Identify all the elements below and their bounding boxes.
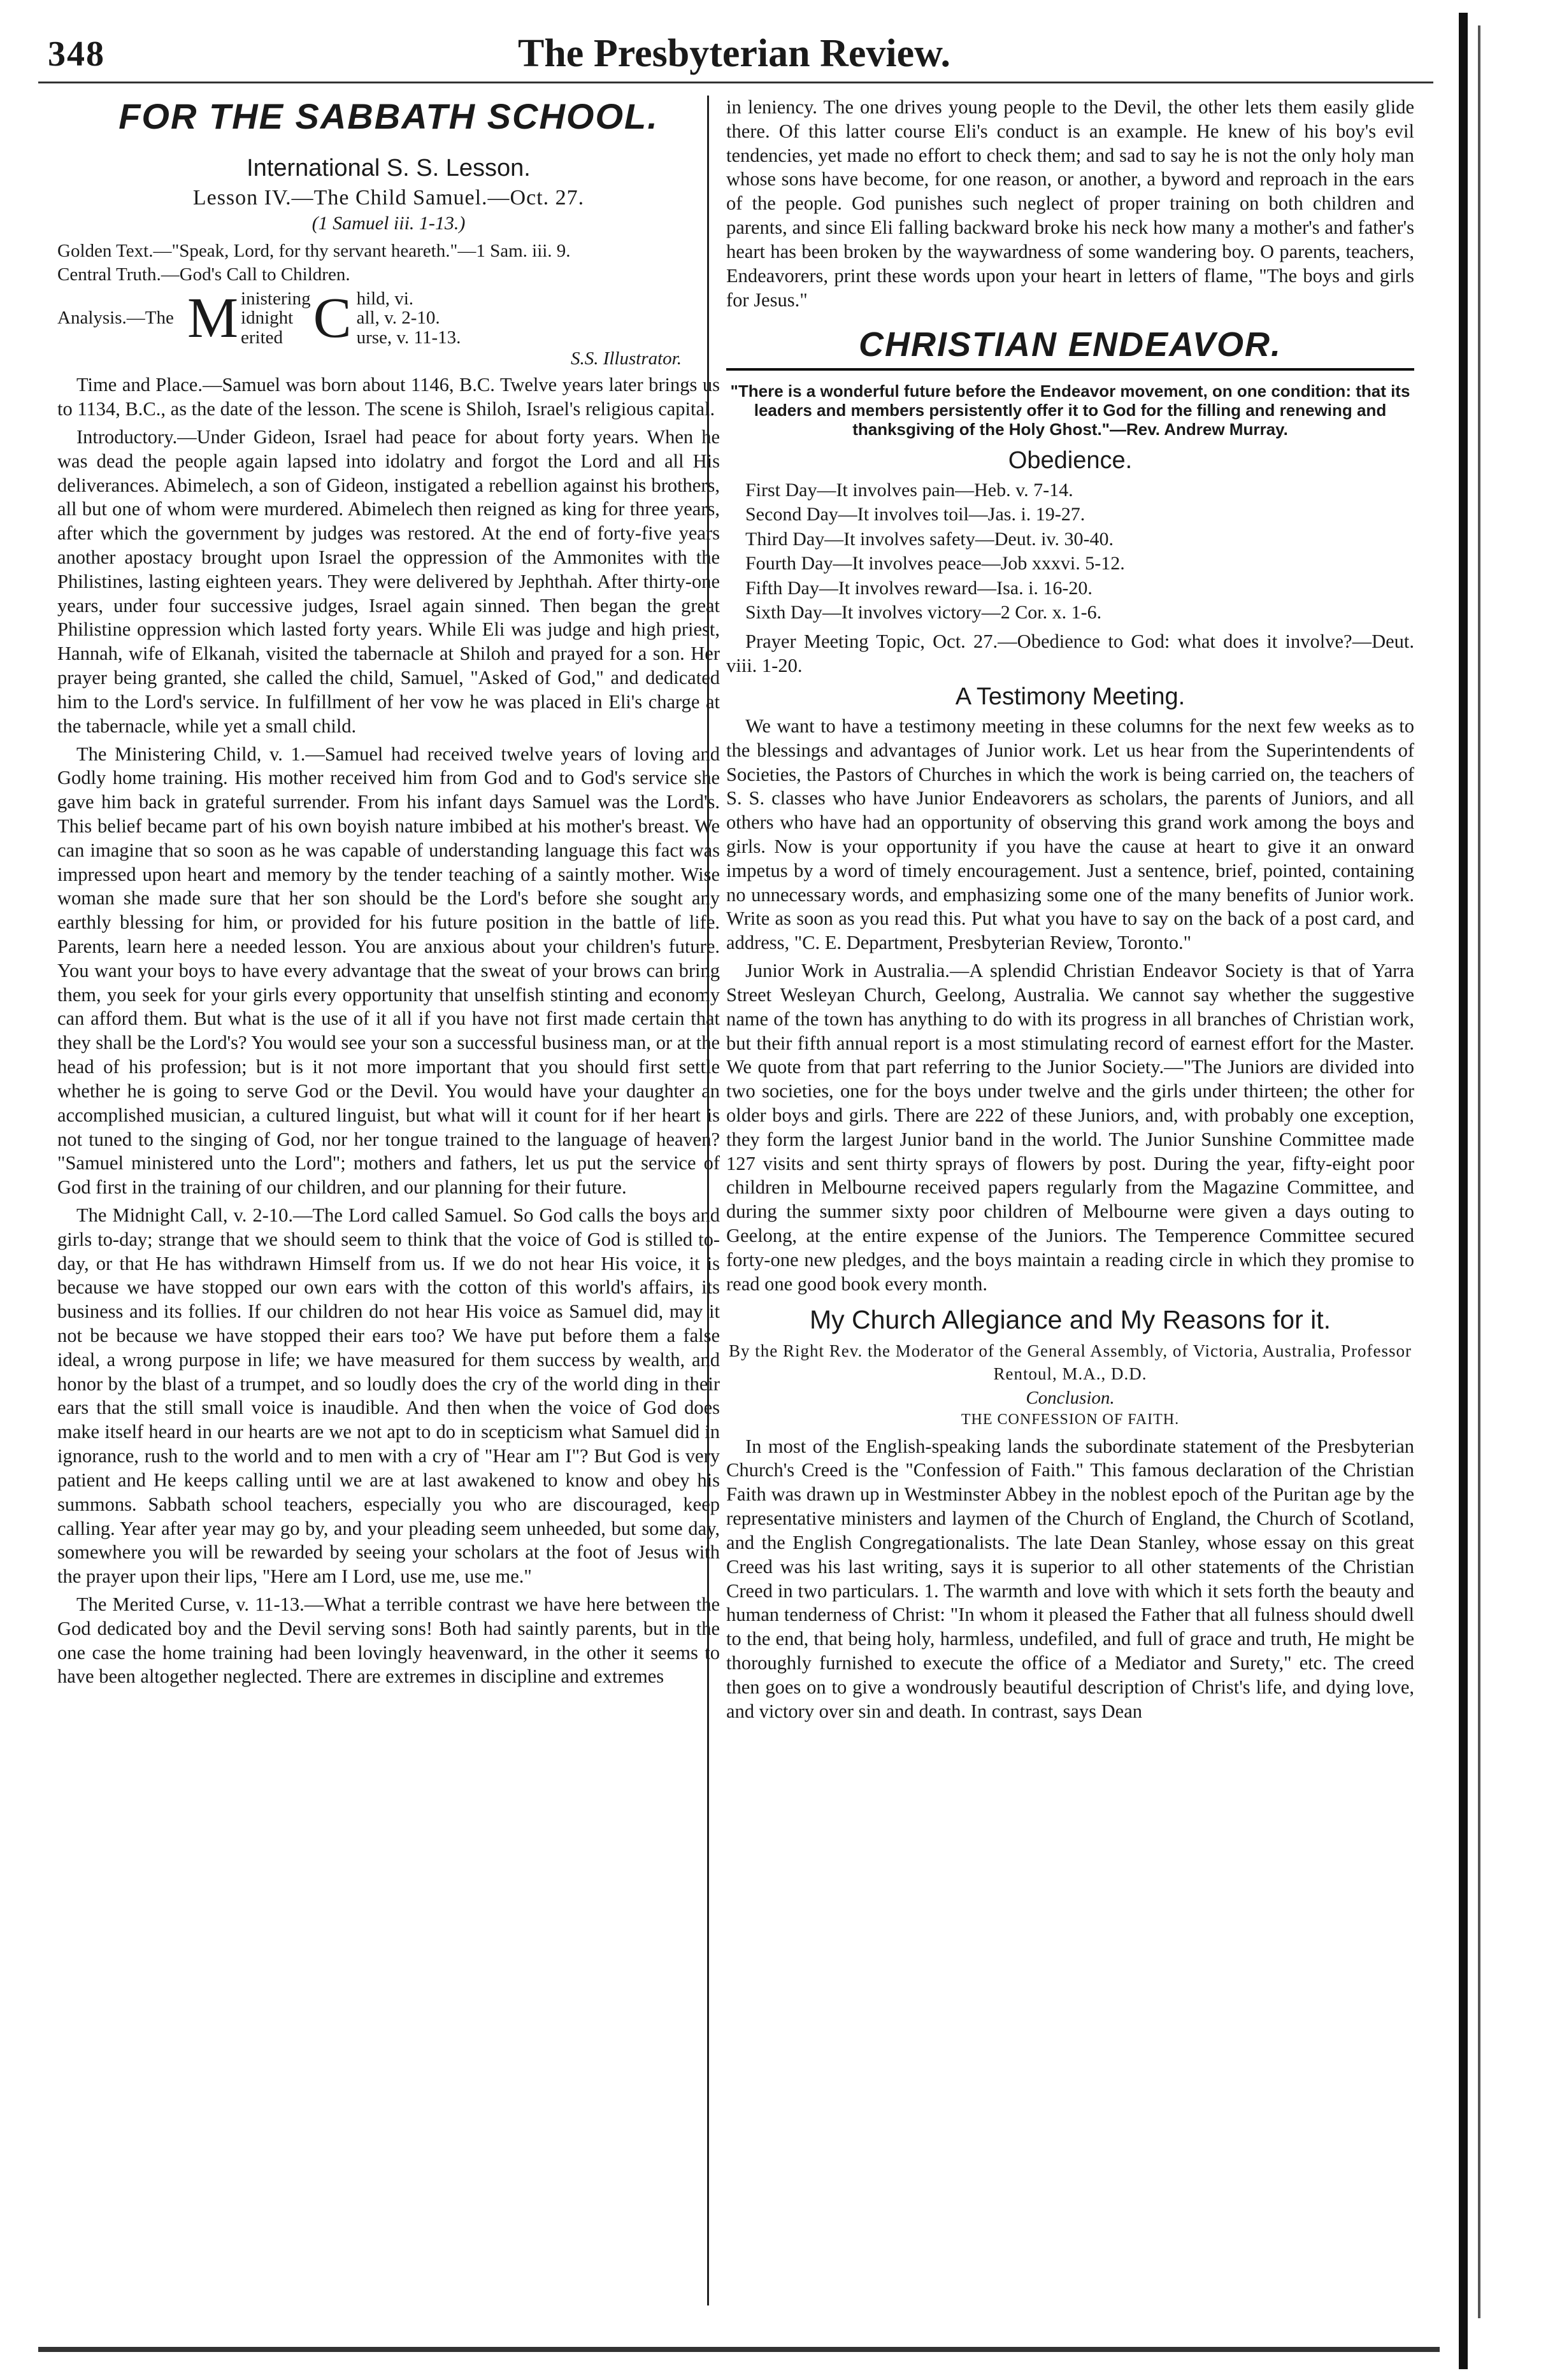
paragraph-leniency: in leniency. The one drives young people to the Devil, the other lets them easily glide there. Of this latter course Eli's conduct is an example. He knew of his boy's evil tendencies, yet made no effort to check them; and sad to say he is not the only holy man whose sons have become, for one reason, or another, a byword and reproach in the ears of the people. God punishes such neglect of proper training on both children and parents, and since Eli falling backward broke his neck how many a mother's and father's heart has been broken by the waywardness of some wandering boy. O parents, teachers, Endeavorers, print these words upon your heart in letters of flame, "The boys and girls for Jesus."	[726, 96, 1414, 311]
lesson-line: Lesson IV.—The Child Samuel.—Oct. 27.	[192, 186, 585, 210]
analysis-label: Analysis.—The	[57, 308, 174, 329]
analysis-initial-m: M	[187, 287, 239, 350]
conclusion-label: Conclusion.	[1026, 1387, 1115, 1408]
analysis-word: hild, vi.	[356, 289, 414, 309]
daily-readings	[745, 478, 1414, 625]
analysis-word: inistering	[241, 289, 311, 309]
page-number: 348	[48, 34, 105, 74]
bottom-edge	[38, 2347, 1440, 2352]
confession-heading: THE CONFESSION OF FAITH.	[961, 1411, 1180, 1428]
illustrator-credit: S.S. Illustrator.	[570, 348, 682, 369]
right-column	[726, 96, 1414, 1727]
page-header	[35, 29, 1433, 86]
prayer-meeting-topic: Prayer Meeting Topic, Oct. 27.—Obedience to God: what does it involve?—Deut. viii. 1-20.	[726, 631, 1414, 677]
testimony-title: A Testimony Meeting.	[955, 683, 1186, 710]
analysis-outline	[57, 287, 720, 350]
analysis-words-2	[357, 289, 461, 347]
paragraph-midnight-call: The Midnight Call, v. 2-10.—The Lord called Samuel. So God calls the boys and girls to-day; strange that we should seem to think that the voice of God is stilled to-day, or that He has withdrawn Himself from us. If we do not hear His voice, it is because we have stopped our own ears with the cotton of this world's affairs, its business and its follies. If our children do not hear His voice as Samuel did, may it not be because we have stopped their ears too? We have put before them a false ideal, a wrong purpose in life; we have measured for them success by wealth, and honor by the blast of a trumpet, and so loudly does the cry of the world ding in their ears that the still small voice is inaudible. And then when the voice of God does make itself heard in our hearts are we not apt to do in scepticism what Samuel did in ignorance, rush to the world and to men with a cry of "Hear am I"? But God is very patient and He keeps calling until we are at last awakened to know and obey his summons. Sabbath school teachers, especially you who are discouraged, keep calling. Year after year may go by, and your pleading seem unheeded, but some day, somewhere you will be rewarded by seeing your scholars at the foot of Jesus with the prayer upon their lips, "Here am I Lord, use me, use me."	[57, 1204, 720, 1588]
binding-shadow	[1478, 25, 1480, 2318]
sabbath-school-title: FOR THE SABBATH SCHOOL.	[118, 96, 659, 136]
reading-item: Sixth Day—It involves victory—2 Cor. x. 1-6.	[745, 601, 1102, 623]
analysis-word: idnight	[241, 308, 294, 329]
analysis-word: urse, v. 11-13.	[356, 327, 461, 348]
reading-item: Second Day—It involves toil—Jas. i. 19-27.	[745, 504, 1086, 525]
paragraph-merited-curse: The Merited Curse, v. 11-13.—What a terrible contrast we have here between the God dedicated boy and the Devil serving sons! Both had saintly parents, but in the one case the home training had been lovingly heavenward, in the other it seems to have been altogether neglected. There are extremes in discipline and extremes	[57, 1593, 720, 1688]
golden-text: Golden Text.—"Speak, Lord, for thy servant heareth."—1 Sam. iii. 9.	[57, 241, 571, 261]
obedience-title: Obedience.	[1008, 446, 1133, 474]
binding-edge	[1459, 13, 1468, 2369]
analysis-word: erited	[241, 327, 283, 348]
header-rule	[38, 82, 1433, 83]
paragraph-junior-work: Junior Work in Australia.—A splendid Christian Endeavor Society is that of Yarra Street Wesleyan Church, Geelong, Australia. We cannot say whether the suggestive name of the town has anything to do with its progress in all branches of Christian work, but their fifth annual report is a most stimulating record of earnest effort for the Master. We quote from that part referring to the Junior Society.—"The Juniors are divided into two societies, one for the boys under twelve and the girls under thirteen; the other for older boys and girls. There are 222 of these Juniors, and, with probably one exception, they form the largest Junior band in the world. The Junior Sunshine Committee made 127 visits and sent thirty sprays of flowers by post. During the year, fifty-eight poor children in Melbourne received papers regularly from the Magazine Committee, and during the summer sixty poor children of Melbourne were given a days outing to Geelong, at the entire expense of the Juniors. The Temperence Committee secured forty-one new pledges, and the boys maintain a reading circle in which they promise to read one good book every month.	[726, 960, 1414, 1295]
analysis-initial-c: C	[313, 287, 352, 350]
reading-item: Third Day—It involves safety—Deut. iv. 30-40.	[745, 528, 1114, 550]
murray-quote: "There is a wonderful future before the Endeavor movement, on one condition: that its leaders and members persistently offer it to God for the filling and renewing and thanksgiving of the Holy Ghost."—Rev. Andrew Murray.	[730, 381, 1410, 439]
running-head: The Presbyterian Review.	[517, 32, 951, 75]
central-truth: Central Truth.—God's Call to Children.	[57, 264, 350, 285]
paragraph-ministering-child: The Ministering Child, v. 1.—Samuel had received twelve years of loving and Godly home training. His mother received him from God and to God's service she gave him back in grateful surrender. From his infant days Samuel was the Lord's. This belief became part of his own boyish nature imbibed at his mother's breast. We can imagine that so soon as he was capable of understanding language this fact was impressed upon heart and memory by the tender teaching of a saintly mother. Wise woman she made sure that her son should be the Lord's before she sought any earthly blessing for him, or provided for his future position in the battle of life. Parents, learn here a needed lesson. You are anxious about your children's future. You want your boys to have every advantage that the sweat of your brows can bring them, you seek for your girls every opportunity that unselfish stinting and economy can afford them. But what is the use of it all if you have not first made certain that they shall be the Lord's? You would see your son a successful business man, or at the head of his profession; but is it not more important that you should first settle whether he is going to serve God or the Devil. You would have your daughter an accomplished musician, a cultured linguist, but what will it count for if her heart is not tuned to the singing of God, nor her tongue trained to the language of heaven? "Samuel ministered unto the Lord"; mothers and fathers, let us put the service of God first in the training of our children, and our planning for their future.	[57, 743, 720, 1199]
left-column	[57, 96, 720, 1693]
christian-endeavor-title: CHRISTIAN ENDEAVOR.	[726, 325, 1414, 371]
analysis-word: all, v. 2-10.	[356, 308, 440, 329]
allegiance-byline: By the Right Rev. the Moderator of the General Assembly, of Victoria, Australia, Professor Rentoul, M.A., D.D.	[729, 1341, 1412, 1383]
paragraph-time-place: Time and Place.—Samuel was born about 1146, B.C. Twelve years later brings us to 1134, B.C., as the date of the lesson. The scene is Shiloh, Israel's religious capital.	[57, 374, 720, 420]
analysis-words-1	[241, 289, 311, 347]
paragraph-introductory: Introductory.—Under Gideon, Israel had peace for about forty years. When he was dead the people again lapsed into idolatry and forgot the Lord and all His deliverances. Abimelech, a son of Gideon, instigated a rebellion against his brothers, all but one of whom were murdered. Abimelech then reigned as king for three years, after which the government by judges was restored. At the end of forty-five years another apostacy brought upon Israel the oppression of the Ammonites with the Philistines, lasting eighteen years. They were delivered by Jephthah. After thirty-one years, under four successive judges, Israel again sinned. Then began the great Philistine oppression which lasted forty years. While Eli was judge and high priest, Hannah, wife of Elkanah, visited the tabernacle at Shiloh and prayed for a son. Her prayer being granted, she called the child, Samuel, "Asked of God," and dedicated him to the Lord's service. In fulfillment of her vow he was placed in Eli's charge at the tabernacle, while yet a small child.	[57, 425, 720, 737]
reading-item: First Day—It involves pain—Heb. v. 7-14.	[745, 479, 1073, 501]
reading-item: Fourth Day—It involves peace—Job xxxvi. 5-12.	[745, 553, 1125, 574]
lesson-subheading: International S. S. Lesson.	[247, 155, 531, 182]
paragraph-testimony: We want to have a testimony meeting in these columns for the next few weeks as to the blessings and advantages of Junior work. Let us hear from the Superintendents of Societies, the Pastors of Churches in which the work is being carried on, the teachers of S. S. classes who have Junior Endeavorers as scholars, the parents of Juniors, and all others who have had an opportunity of observing this grand work among the boys and girls. Now is your opportunity if you have the cause at heart to give it an onward impetus by a word of timely encouragement. Just a sentence, brief, pointed, containing no unnecessary words, and emphasizing some one of the many benefits of Junior work. Write as soon as you read this. Put what you have to say on the back of a post card, and address, "C. E. Department, Presbyterian Review, Toronto."	[726, 715, 1414, 954]
paragraph-confession: In most of the English-speaking lands the subordinate statement of the Presbyterian Church's Creed is the "Confession of Faith." This famous declaration of the Christian Faith was drawn up in Westminster Abbey in the noblest epoch of the Puritan age by the representative ministers and laymen of the Church of England, the Church of Scotland, and the English Congregationalists. The late Dean Stanley, whose essay on this great Creed was his last writing, says it is superior to all other statements of the Christian Creed in two particulars. 1. The warmth and love with which it sets forth the beauty and human tenderness of Christ: "In whom it pleased the Father that all fulness should dwell to the end, that being holy, harmless, undefiled, and full of grace and truth, He might be thoroughly furnished to execute the office of a Mediator and Surety," etc. The creed then goes on to give a wondrously beautiful description of Christ's life, and dying love, and victory over sin and death. In contrast, says Dean	[726, 1435, 1414, 1722]
scripture-reference: (1 Samuel iii. 1-13.)	[312, 213, 466, 234]
reading-item: Fifth Day—It involves reward—Isa. i. 16-20.	[745, 577, 1093, 599]
allegiance-title: My Church Allegiance and My Reasons for it.	[809, 1305, 1331, 1335]
